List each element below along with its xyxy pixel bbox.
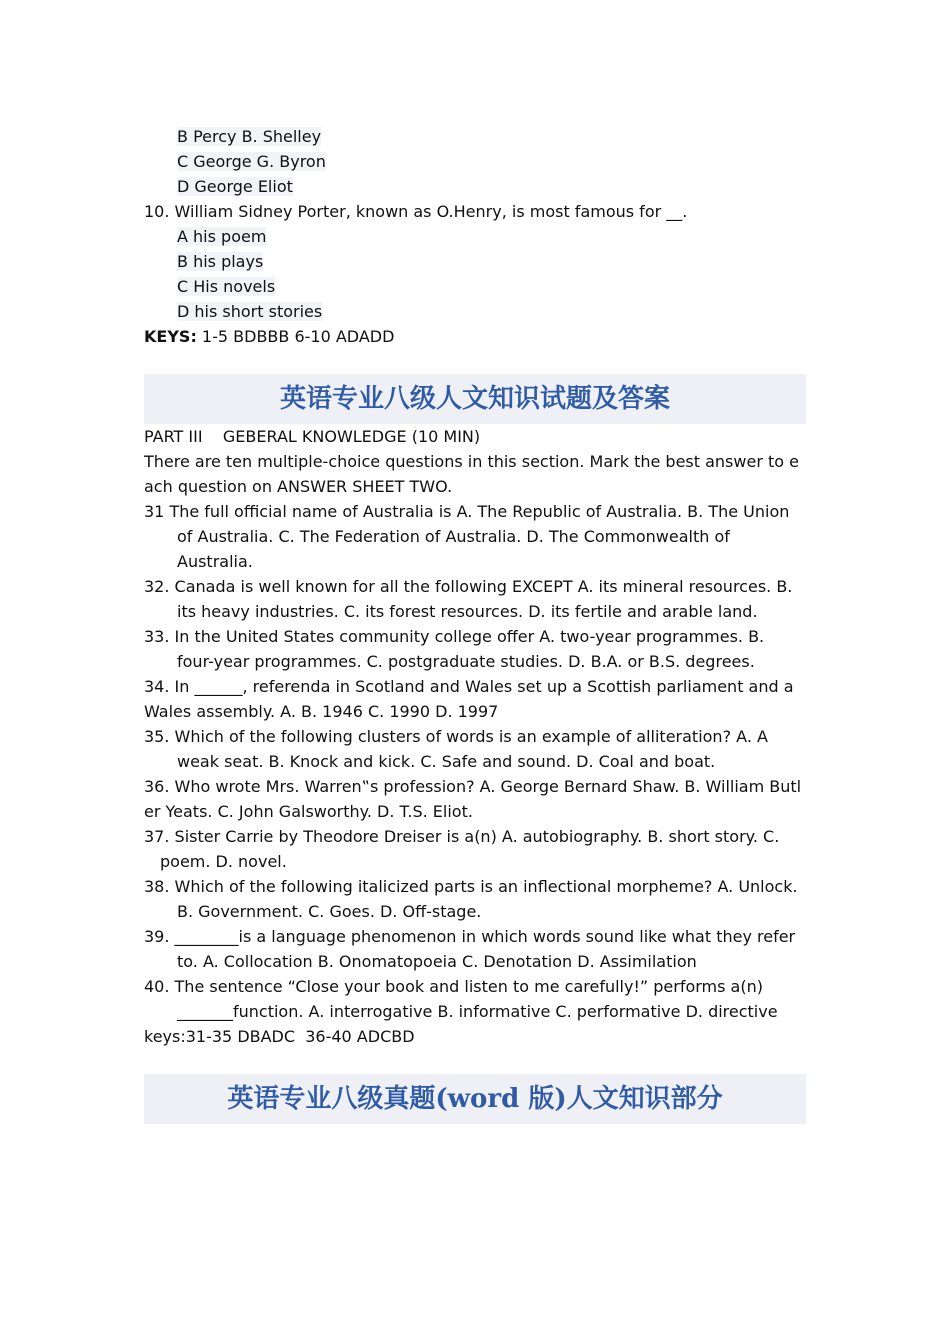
- question-32: 32. Canada is well known for all the following EXCEPT A. its mineral resources. B. its heavy industries. C. its forest resources. D. its fertile and arable land.: [144, 577, 793, 621]
- document-page: [144, 124, 806, 1124]
- question-38: 38. Which of the following italicized parts is an inflectional morpheme? A. Unlock. B. Government. C. Goes. D. Off-stage.: [144, 877, 798, 921]
- option-line: B his plays: [177, 252, 264, 271]
- question-40: 40. The sentence “Close your book and listen to me carefully!” performs a(n) _______function. A. interrogative B. informative C. performative D. directive: [144, 977, 778, 1021]
- option-line: D George Eliot: [177, 177, 293, 196]
- question-31: 31 The full official name of Australia is A. The Republic of Australia. B. The Union of Australia. C. The Federation of Australia. D. The Commonwealth of Australia.: [144, 502, 790, 571]
- question-10-stem: 10. William Sidney Porter, known as O.Henry, is most famous for __.: [144, 202, 688, 221]
- keys-value: 1-5 BDBBB 6-10 ADADD: [196, 327, 395, 346]
- instructions: There are ten multiple-choice questions in this section. Mark the best answer to each question on ANSWER SHEET TWO.: [144, 452, 799, 496]
- section-title-2: 英语专业八级真题(word 版)人文知识部分: [144, 1074, 806, 1124]
- part-heading: PART III GEBERAL KNOWLEDGE (10 MIN): [144, 427, 481, 446]
- question-35: 35. Which of the following clusters of words is an example of alliteration? A. A weak seat. B. Knock and kick. C. Safe and sound. D. Coal and boat.: [144, 727, 768, 771]
- question-34: 34. In ______, referenda in Scotland and Wales set up a Scottish parliament and a Wales assembly. A. B. 1946 C. 1990 D. 1997: [144, 677, 794, 721]
- keys-label: KEYS:: [144, 327, 197, 346]
- answer-keys-2: keys:31-35 DBADC 36-40 ADCBD: [144, 1027, 415, 1046]
- option-line: A his poem: [177, 227, 267, 246]
- option-line: C His novels: [177, 277, 276, 296]
- question-37: 37. Sister Carrie by Theodore Dreiser is a(n) A. autobiography. B. short story. C. poem. D. novel.: [144, 827, 780, 871]
- question-36: 36. Who wrote Mrs. Warren‟s profession? A. George Bernard Shaw. B. William Butler Yeats. C. John Galsworthy. D. T.S. Eliot.: [144, 777, 802, 821]
- option-line: D his short stories: [177, 302, 323, 321]
- option-line: B Percy B. Shelley: [177, 127, 322, 146]
- section-title-1: 英语专业八级人文知识试题及答案: [144, 374, 806, 424]
- answer-keys-1: [144, 324, 806, 349]
- option-line: C George G. Byron: [177, 152, 326, 171]
- question-33: 33. In the United States community college offer A. two-year programmes. B. four-year programmes. C. postgraduate studies. D. B.A. or B.S. degrees.: [144, 627, 765, 671]
- question-39: 39. ________is a language phenomenon in which words sound like what they refer to. A. Collocation B. Onomatopoeia C. Denotation D. Assimilation: [144, 927, 796, 971]
